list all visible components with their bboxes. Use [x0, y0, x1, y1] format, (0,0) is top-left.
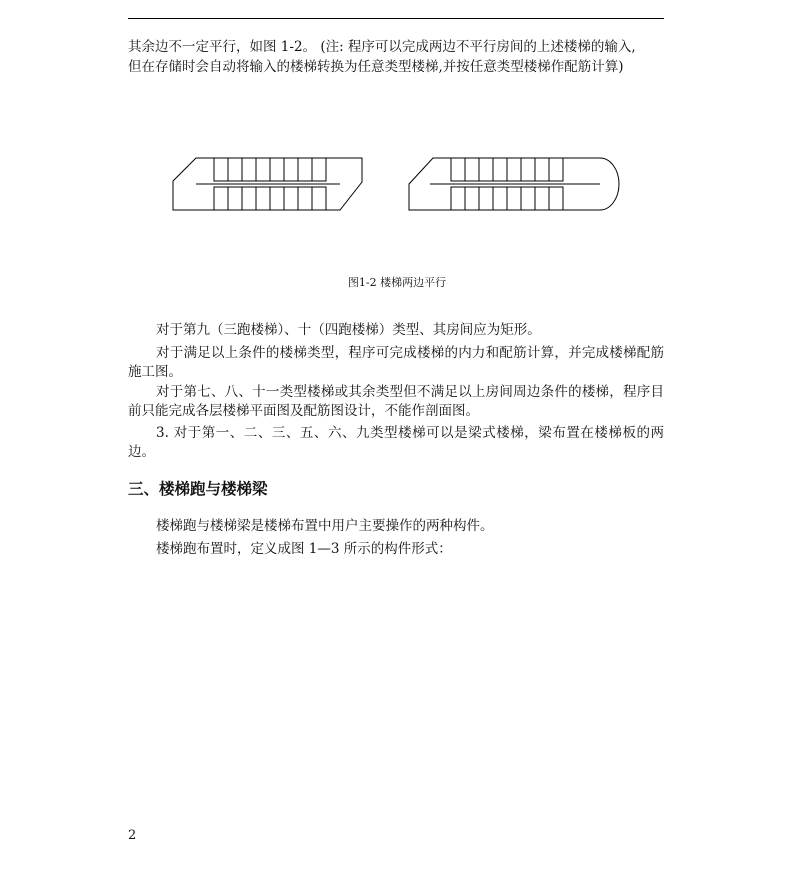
right-stair-treads-upper [451, 158, 563, 181]
paragraph-room-shape: 对于第九（三跑楼梯）、十（四跑楼梯）类型、其房间应为矩形。 [156, 322, 541, 338]
paragraph-calculation: 对于满足以上条件的楼梯类型，程序可完成楼梯的内力和配筋计算，并完成楼梯配筋施工图。 [128, 345, 664, 380]
paragraph-beam-stairs: 3. 对于第一、二、三、五、六、九类型楼梯可以是梁式楼梯，梁布置在楼梯板的两边。 [128, 425, 664, 460]
left-stair-treads-upper [214, 158, 326, 181]
section-heading: 三、楼梯跑与楼梯梁 [128, 480, 268, 498]
figure-caption: 图1-2 楼梯两边平行 [347, 276, 447, 289]
left-stair-treads-lower [214, 187, 326, 210]
section-paragraph-1: 楼梯跑与楼梯梁是楼梯布置中用户主要操作的两种构件。 [156, 518, 494, 534]
section-paragraph-2: 楼梯跑布置时，定义成图 1—3 所示的构件形式： [156, 541, 452, 557]
page-number: 2 [128, 828, 137, 843]
right-stair-treads-lower [451, 187, 563, 210]
paragraph-limitation: 对于第七、八、十一类型楼梯或其余类型但不满足以上房间周边条件的楼梯，程序目前只能完成各层楼梯平面图及配筋图设计，不能作剖面图。 [128, 384, 664, 419]
stair-plan-figure [0, 0, 794, 260]
intro-line-1: 其余边不一定平行，如图 1-2。 (注: 程序可以完成两边不平行房间的上述楼梯的输入, [128, 39, 636, 55]
intro-line-2: 但在存储时会自动将输入的楼梯转换为任意类型楼梯,并按任意类型楼梯作配筋计算) [128, 59, 624, 75]
